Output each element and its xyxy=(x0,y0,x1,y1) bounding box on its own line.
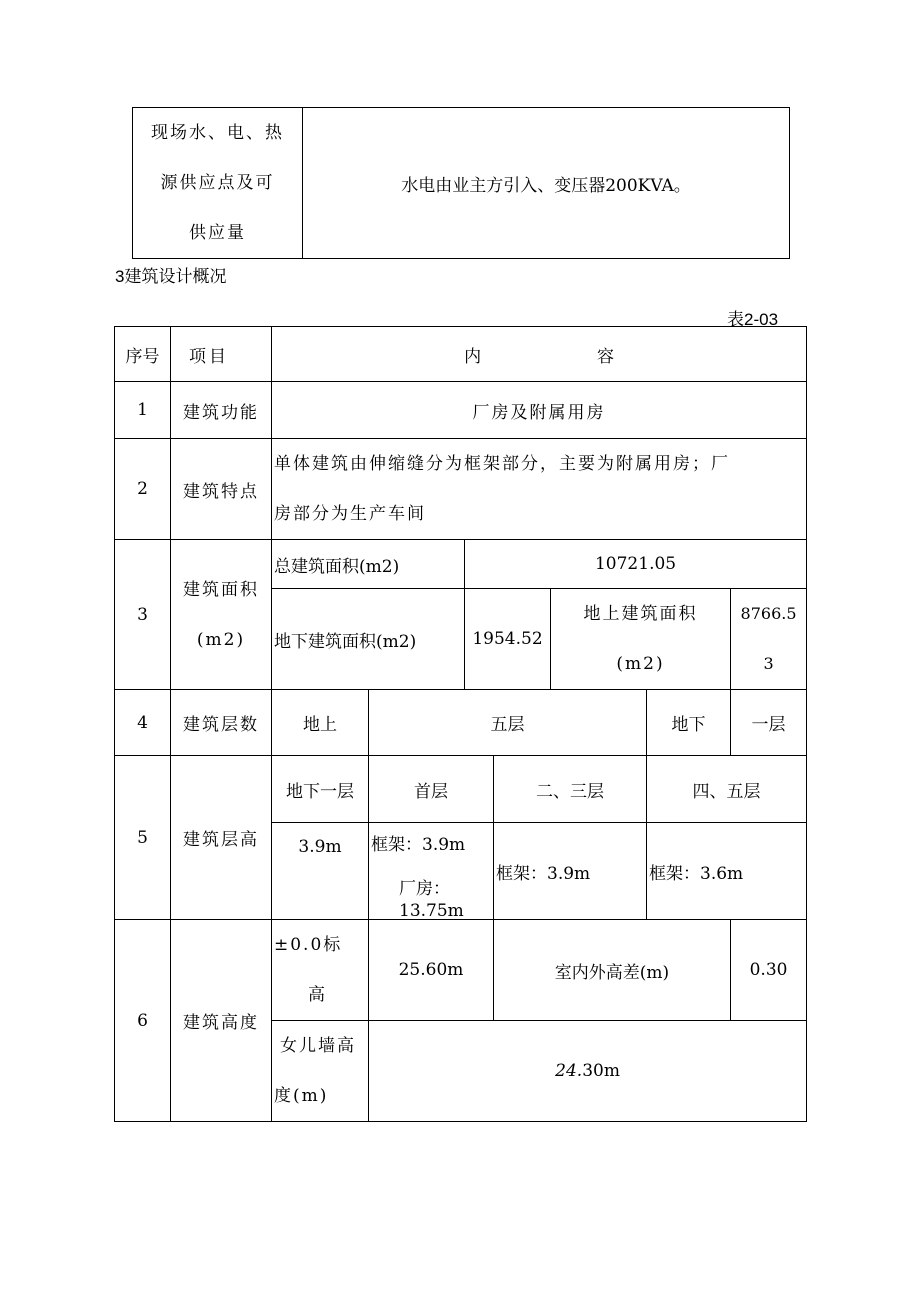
row6-elev-value: 25.60m xyxy=(369,920,494,1021)
table-row xyxy=(115,756,807,823)
header-content xyxy=(272,327,807,382)
row6-item: 建筑高度 xyxy=(171,920,272,1122)
row3-under-label: 地下建筑面积(m2) xyxy=(272,589,465,690)
row4-item: 建筑层数 xyxy=(171,690,272,756)
row6-parapet-label-line-2: 度(m) xyxy=(274,1086,329,1106)
table-row xyxy=(115,540,807,589)
row3-item-line-1: 建筑面积 xyxy=(183,579,259,600)
row6-parapet-value-rest: 30m xyxy=(582,1061,620,1081)
row3-item-line-2: (m2) xyxy=(196,629,246,650)
header-no: 序号 xyxy=(115,327,171,382)
table-row xyxy=(115,382,807,439)
row3-above-label-line-2: (m2) xyxy=(616,654,665,674)
supply-label-line-3: 供应量 xyxy=(189,223,246,243)
row6-diff-value: 0.30 xyxy=(731,920,807,1021)
row5-value-first-line-3: 13.75m xyxy=(399,901,464,919)
row5-value-basement-text: 3.9m xyxy=(298,837,342,857)
row6-no: 6 xyxy=(115,920,171,1122)
row5-item: 建筑层高 xyxy=(171,756,272,920)
row2-value-line-2: 房部分为生产车间 xyxy=(274,504,426,524)
row3-no: 3 xyxy=(115,540,171,690)
row3-under-value: 1954.52 xyxy=(465,589,551,690)
row4-under-label: 地下 xyxy=(647,690,731,756)
row2-value xyxy=(272,439,807,540)
section-title: 3建筑设计概况 xyxy=(115,267,227,286)
row6-parapet-value-italic: 24. xyxy=(555,1061,583,1081)
row5-value-first-line-1: 框架：3.9m xyxy=(371,835,466,855)
row6-elev-label xyxy=(272,920,369,1021)
row6-parapet-value xyxy=(369,1021,807,1122)
row5-header-23: 二、三层 xyxy=(494,756,647,823)
table-row xyxy=(115,439,807,540)
supply-label-line-2: 源供应点及可 xyxy=(160,173,275,193)
row3-total-value: 10721.05 xyxy=(465,540,807,589)
row1-item: 建筑功能 xyxy=(171,382,272,439)
row5-header-basement: 地下一层 xyxy=(272,756,369,823)
row2-value-line-1: 单体建筑由伸缩缝分为框架部分，主要为附属用房；厂 xyxy=(274,454,730,474)
row4-above-label: 地上 xyxy=(272,690,369,756)
row5-header-first: 首层 xyxy=(369,756,494,823)
row3-above-value-line-2: 3 xyxy=(763,654,774,673)
header-row xyxy=(115,327,807,382)
row4-above-value: 五层 xyxy=(369,690,647,756)
building-design-table xyxy=(114,326,807,1122)
row3-above-value-line-1: 8766.5 xyxy=(740,604,797,623)
header-content-b: 容 xyxy=(596,346,614,367)
site-supply-table xyxy=(132,107,790,259)
row1-value: 厂房及附属用房 xyxy=(272,382,807,439)
row5-value-23: 框架：3.9m xyxy=(494,823,647,920)
table-row xyxy=(115,920,807,1021)
header-item-text: 项目 xyxy=(189,346,229,367)
row4-no: 4 xyxy=(115,690,171,756)
row3-item xyxy=(171,540,272,690)
table-row xyxy=(115,690,807,756)
row6-parapet-label-line-1: 女儿墙高 xyxy=(280,1036,356,1056)
supply-label-cell xyxy=(133,108,303,259)
row5-value-first-line-2: 厂房： xyxy=(399,879,450,899)
row5-header-45: 四、五层 xyxy=(647,756,807,823)
row6-elev-label-line-2: 高 xyxy=(308,985,327,1005)
row6-elev-label-line-1: ±0.0标 xyxy=(274,935,343,955)
row6-parapet-label xyxy=(272,1021,369,1122)
supply-value: 水电由业主方引入、变压器200KVA。 xyxy=(401,175,691,196)
header-item xyxy=(171,327,272,382)
supply-label-line-1: 现场水、电、热 xyxy=(151,123,284,143)
row1-no: 1 xyxy=(115,382,171,439)
row4-under-value: 一层 xyxy=(731,690,807,756)
supply-value-cell xyxy=(303,108,790,259)
row3-total-label: 总建筑面积(m2) xyxy=(272,540,465,589)
header-content-a: 内 xyxy=(464,346,482,367)
row5-value-basement xyxy=(272,823,369,920)
row5-value-first xyxy=(369,823,494,920)
row3-above-label xyxy=(551,589,731,690)
row5-no: 5 xyxy=(115,756,171,920)
row2-no: 2 xyxy=(115,439,171,540)
row3-above-value xyxy=(731,589,807,690)
row3-above-label-line-1: 地上建筑面积 xyxy=(583,604,698,624)
table-number: 表2-03 xyxy=(727,310,779,329)
row6-diff-label: 室内外高差(m) xyxy=(494,920,731,1021)
row5-value-45: 框架：3.6m xyxy=(647,823,807,920)
row2-item: 建筑特点 xyxy=(171,439,272,540)
